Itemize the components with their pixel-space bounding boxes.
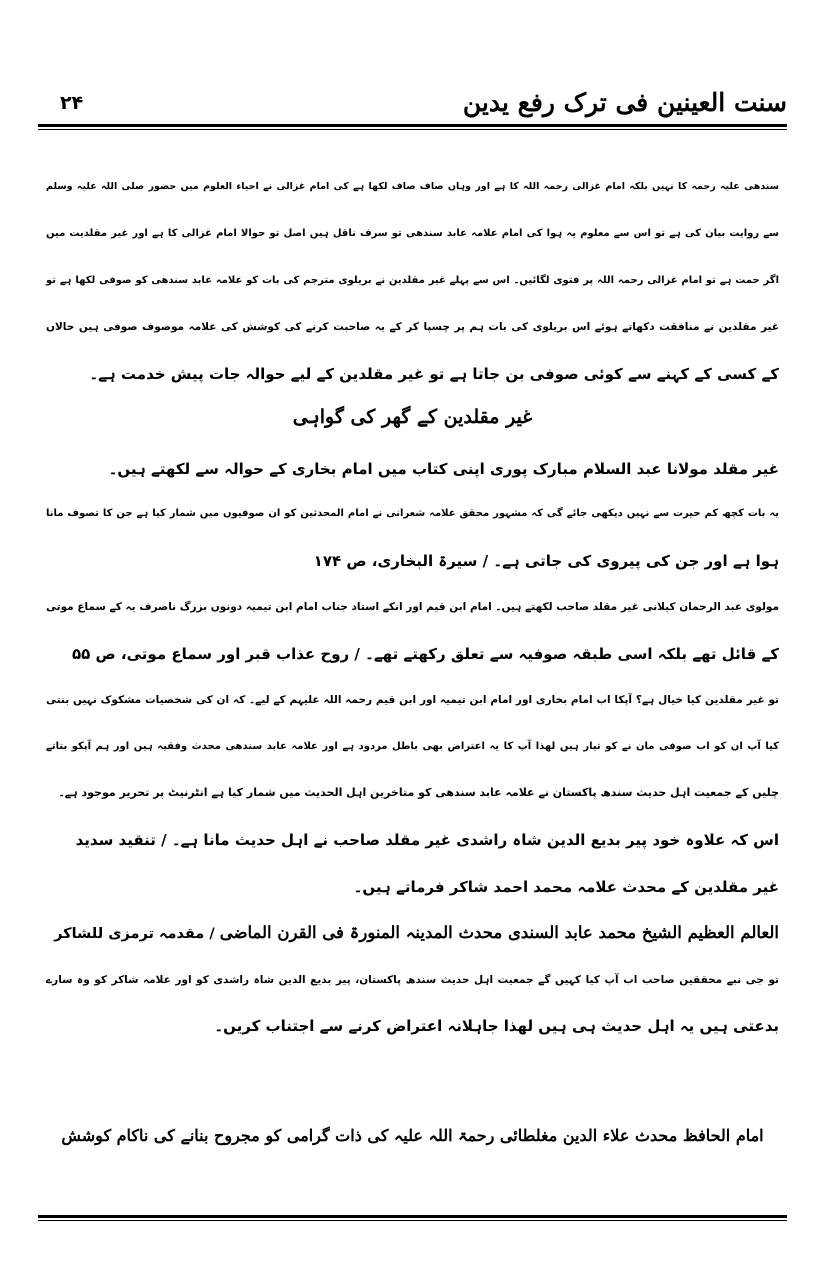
header-rule-thick <box>38 124 787 127</box>
section-line-10: غیر مقلدین کے محدث علامہ محمد احمد شاکر فرماتے ہیں۔ <box>353 878 779 896</box>
section-line-5: کے قائل تھے بلکہ اسی طبقہ صوفیہ سے تعلق رکھتے تھے۔ / روح عذاب قبر اور سماع موتی، ص ۵۵ <box>71 645 779 663</box>
body-line-1: سندھی علیہ رحمہ کا نہیں بلکہ امام غزالی رحمہ اللہ کا ہے اور وہاں صاف صاف لکھا ہے کی امام غزالی نے احیاء العلوم میں حضور صلی اللہ علیہ وسلم <box>46 181 779 192</box>
page-header <box>38 80 787 120</box>
body-line-4: غیر مقلدین نے منافقت دکھاتے ہوئے اس بریلوی کی بات ہم پر چسپا کر کے یہ صاحبت کرنے کی کوشش کی علامہ موصوف صوفی ہیں حالاں <box>46 321 779 333</box>
section-line-1: غیر مقلد مولانا عبد السلام مبارک پوری اپنی کتاب میں امام بخاری کے حوالہ سے لکھتے ہیں۔ <box>108 460 779 478</box>
arabic-quote: العالم العظیم الشیخ محمد عابد السندی محدث المدینہ المنورۃ فی القرن الماضی <box>219 923 779 942</box>
closing-line-1: تو جی نبے محققین صاحب اب آپ کیا کہیں گے جمعیت اہل حدیث سندھ پاکستان، پیر بدیع الدین شاہ راشدی کو اور علامہ شاکر کو وہ سارے <box>46 974 779 986</box>
section-line-8: چلیں کے جمعیت اہل حدیث سندھ پاکستان نے علامہ عابد سندھی کو متاخرین اہل الحدیث میں شمار کیا ہے انٹرنیٹ پر تحریر موجود ہے۔ <box>58 786 779 799</box>
final-heading: امام الحافظ محدث علاء الدین مغلطائی رحمۃ اللہ علیہ کی ذات گرامی کو مجروح بنانے کی ناکام کوشش <box>61 1126 764 1145</box>
section-line-7: کیا آپ ان کو اب صوفی مان نے کو تیار ہیں لھذا آپ کا یہ اعتراض بھی باطل مردود ہے اور علامہ عابد سندھی محدث وفقیہ ہیں اور ہم آپکو بتاتے <box>46 741 779 752</box>
header-rule-thin <box>38 129 787 130</box>
footer-rule-thin <box>38 1220 787 1221</box>
closing-line-2: بدعتی ہیں یہ اہل حدیث ہی ہیں لھذا جاہلانہ اعتراض کرنے سے اجتناب کریں۔ <box>214 1017 779 1035</box>
section-heading: غیر مقلدین کے گھر کی گواہی <box>292 406 533 428</box>
body-line-5: کے کسی کے کہنے سے کوئی صوفی بن جاتا ہے تو غیر مقلدین کے لیے حوالہ جات پیش خدمت ہے۔ <box>89 365 779 383</box>
arabic-quote-reference: / مقدمہ ترمزی للشاکر <box>54 926 215 942</box>
body-line-2: سے روایت بیان کی ہے تو اس سے معلوم یہ ہوا کی امام علامہ عابد سندھی تو سرف ناقل ہیں اصل تو حوالا امام غزالی کا ہے اور غیر مقلدیت میں <box>46 228 779 239</box>
section-line-2: یہ بات کچھ کم حیرت سے نہیں دیکھی جائے گی کہ مشہور محقق علامہ شعرانی نے امام المحدثین کو ان صوفیوں میں شمار کیا ہے جن کا تصوف مانا <box>46 508 779 519</box>
section-line-3: ہوا ہے اور جن کی پیروی کی جاتی ہے۔ / سیرۃ البخاری، ص ۱۷۴ <box>313 552 779 570</box>
page-number: ۲۴ <box>60 92 84 114</box>
arabic-quote-line <box>54 922 779 945</box>
section-line-9: اس کہ علاوہ خود پیر بدیع الدین شاہ راشدی غیر مقلد صاحب نے اہل حدیث مانا ہے۔ / تنقید سدید <box>75 831 779 849</box>
body-line-3: اگر حمت ہے تو امام غزالی رحمہ اللہ پر فتوی لگائیں۔ اس سے پہلے غیر مقلدین نے بریلوی مترجم کی بات کو علامہ عابد سندھی کو صوفی لکھا ہے تو <box>46 275 779 286</box>
section-line-4: مولوی عبد الرحمان کیلانی غیر مقلد صاحب لکھتے ہیں۔ امام ابن قیم اور انکے استاد جناب امام ابن تیمیہ دونوں بزرگ ناصرف یہ کے سماع موتی <box>46 601 779 613</box>
footer-rule-thick <box>38 1215 787 1218</box>
section-line-6: تو غیر مقلدین کیا خیال ہے؟ آپکا اب امام بخاری اور امام ابن تیمیہ اور ابن قیم رحمہ اللہ علیہم کے لیے۔ کہ ان کی شخصیات مشکوک نہیں بنتی <box>46 694 779 706</box>
book-title: سنت العینین فی ترک رفع یدین <box>462 88 787 117</box>
